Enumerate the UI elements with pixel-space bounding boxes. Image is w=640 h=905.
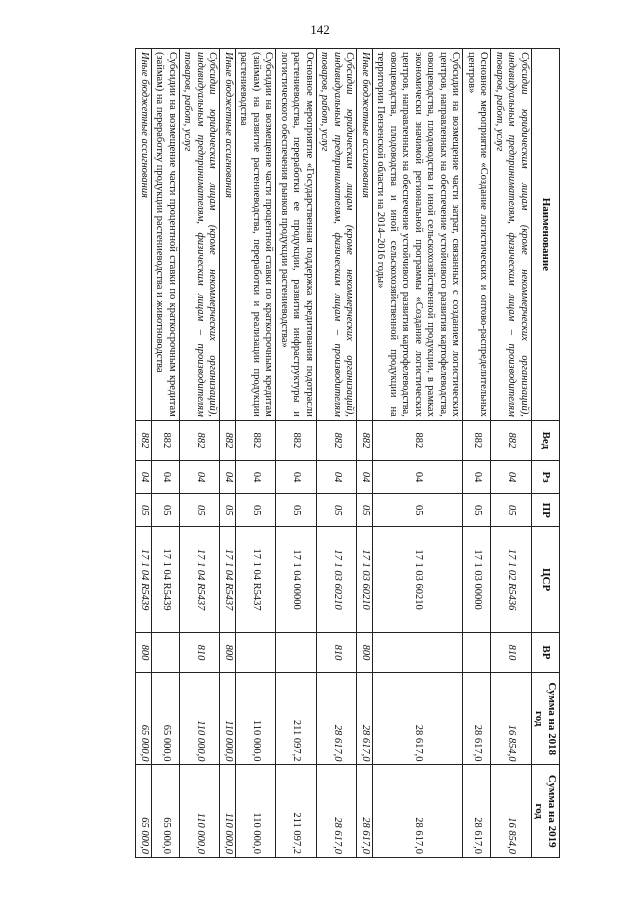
cell-sum-2019: 28 617,0 — [373, 765, 464, 858]
cell-sum-2018: 110 000,0 — [180, 673, 221, 765]
cell-sum-2019: 110 000,0 — [180, 765, 221, 858]
cell-rz: 04 — [491, 461, 532, 494]
cell-csr: 17 1 03 60210 — [317, 527, 358, 633]
cell-csr: 17 1 04 R5437 — [220, 527, 236, 633]
cell-vr — [236, 632, 277, 672]
cell-pr: 05 — [373, 494, 464, 527]
cell-csr: 17 1 04 R5437 — [236, 527, 277, 633]
header-pr: ПР — [532, 494, 560, 527]
cell-sum-2019: 110 000,0 — [236, 765, 277, 858]
cell-rz: 04 — [220, 461, 236, 494]
cell-sum-2018: 28 617,0 — [373, 673, 464, 765]
table-row — [276, 49, 317, 858]
header-ved: Вед — [532, 420, 560, 460]
cell-rz: 04 — [276, 461, 317, 494]
cell-sum-2018: 211 097,2 — [276, 673, 317, 765]
cell-sum-2018: 110 000,0 — [236, 673, 277, 765]
rotated-table-container — [80, 48, 560, 858]
table-row — [491, 49, 532, 858]
cell-sum-2019: 110 000,0 — [220, 765, 236, 858]
table-row — [236, 49, 277, 858]
cell-name: Субсидии юридическим лицам (кроме некоммерческих организаций), индивидуальным предпринимателям, физическим лицам – производителям товаров, работ, услуг — [180, 49, 221, 421]
cell-ved: 882 — [236, 420, 277, 460]
cell-vr: 810 — [317, 632, 358, 672]
cell-rz: 04 — [152, 461, 180, 494]
cell-ved: 882 — [180, 420, 221, 460]
table-row — [220, 49, 236, 858]
cell-ved: 882 — [373, 420, 464, 460]
cell-rz: 04 — [317, 461, 358, 494]
cell-pr: 05 — [463, 494, 491, 527]
cell-rz: 04 — [180, 461, 221, 494]
cell-csr: 17 1 03 60210 — [373, 527, 464, 633]
cell-rz: 04 — [136, 461, 152, 494]
table-row — [463, 49, 491, 858]
cell-ved: 882 — [317, 420, 358, 460]
cell-ved: 882 — [136, 420, 152, 460]
cell-pr: 05 — [236, 494, 277, 527]
cell-csr: 17 1 03 00000 — [463, 527, 491, 633]
table-body — [136, 49, 532, 858]
cell-sum-2019: 28 617,0 — [463, 765, 491, 858]
cell-vr — [276, 632, 317, 672]
cell-csr: 17 1 04 R5437 — [180, 527, 221, 633]
table-row — [373, 49, 464, 858]
cell-csr: 17 1 04 R5439 — [152, 527, 180, 633]
table-row — [180, 49, 221, 858]
cell-name: Основное мероприятие «Создание логистических и оптово-распределительных центров» — [463, 49, 491, 421]
header-name: Наименование — [532, 49, 560, 421]
cell-name: Субсидии юридическим лицам (кроме некоммерческих организаций), индивидуальным предпринимателям, физическим лицам – производителям товаров, работ, услуг — [491, 49, 532, 421]
table-header-row — [532, 49, 560, 858]
page-number: 142 — [310, 22, 330, 37]
cell-ved: 882 — [152, 420, 180, 460]
cell-csr: 17 1 04 R5439 — [136, 527, 152, 633]
table-row — [357, 49, 373, 858]
cell-sum-2018: 65 000,0 — [136, 673, 152, 765]
cell-pr: 05 — [136, 494, 152, 527]
cell-sum-2019: 28 617,0 — [317, 765, 358, 858]
cell-sum-2018: 28 617,0 — [463, 673, 491, 765]
cell-name: Субсидии на возмещение части затрат, связанных с созданием логистических центров, направленных на обеспечение устойчивого развития картофелеводства, овощеводства, плодоводства и иной сельскохозяйственной продукции, в рамках экономически значимой региональной программы «Создание логистических центров, направленных на обеспечение устойчивого развития картофелеводства, овощеводства, плодоводства и иной сельскохозяйственной продукции на территории Пензенской области на 2014–2016 годы» — [373, 49, 464, 421]
table-row — [317, 49, 358, 858]
header-rz: Рз — [532, 461, 560, 494]
header-vr: ВР — [532, 632, 560, 672]
cell-pr: 05 — [357, 494, 373, 527]
cell-vr: 800 — [357, 632, 373, 672]
cell-pr: 05 — [317, 494, 358, 527]
cell-sum-2018: 28 617,0 — [357, 673, 373, 765]
cell-sum-2018: 110 000,0 — [220, 673, 236, 765]
header-sum-2019: Сумма на 2019 год — [532, 765, 560, 858]
header-csr: ЦСР — [532, 527, 560, 633]
cell-name: Субсидии на возмещение части процентной ставки по краткосрочным кредитам (займам) на развитие растениеводства, переработки и реализации продукции растениеводства — [236, 49, 277, 421]
header-sum-2018: Сумма на 2018 год — [532, 673, 560, 765]
cell-csr: 17 1 02 R5436 — [491, 527, 532, 633]
cell-rz: 04 — [373, 461, 464, 494]
cell-ved: 882 — [357, 420, 373, 460]
cell-sum-2018: 16 854,0 — [491, 673, 532, 765]
cell-ved: 882 — [220, 420, 236, 460]
cell-pr: 05 — [180, 494, 221, 527]
cell-vr: 800 — [136, 632, 152, 672]
cell-sum-2019: 211 097,2 — [276, 765, 317, 858]
cell-rz: 04 — [463, 461, 491, 494]
cell-sum-2019: 28 617,0 — [357, 765, 373, 858]
cell-pr: 05 — [491, 494, 532, 527]
cell-sum-2019: 16 854,0 — [491, 765, 532, 858]
cell-vr: 810 — [491, 632, 532, 672]
cell-rz: 04 — [236, 461, 277, 494]
cell-name: Иные бюджетные ассигнования — [220, 49, 236, 421]
table-row — [136, 49, 152, 858]
cell-pr: 05 — [152, 494, 180, 527]
cell-vr: 800 — [220, 632, 236, 672]
cell-pr: 05 — [276, 494, 317, 527]
cell-csr: 17 1 04 00000 — [276, 527, 317, 633]
cell-name: Иные бюджетные ассигнования — [357, 49, 373, 421]
cell-sum-2018: 28 617,0 — [317, 673, 358, 765]
cell-vr — [463, 632, 491, 672]
cell-pr: 05 — [220, 494, 236, 527]
cell-csr: 17 1 03 60210 — [357, 527, 373, 633]
cell-ved: 882 — [463, 420, 491, 460]
table-row — [152, 49, 180, 858]
cell-vr — [373, 632, 464, 672]
cell-sum-2019: 65 000,0 — [136, 765, 152, 858]
cell-vr — [152, 632, 180, 672]
cell-name: Иные бюджетные ассигнования — [136, 49, 152, 421]
cell-name: Основное мероприятие «Государственная поддержка кредитования подотрасли растениеводства, переработки ее продукции, развития инфраструктуры и логистического обеспечения рынков продукции растениеводства» — [276, 49, 317, 421]
cell-ved: 882 — [491, 420, 532, 460]
cell-name: Субсидии юридическим лицам (кроме некоммерческих организаций), индивидуальным предпринимателям, физическим лицам – производителям товаров, работ, услуг — [317, 49, 358, 421]
cell-rz: 04 — [357, 461, 373, 494]
cell-sum-2018: 65 000,0 — [152, 673, 180, 765]
cell-vr: 810 — [180, 632, 221, 672]
budget-table — [136, 48, 561, 858]
cell-name: Субсидии на возмещение части процентной ставки по краткосрочным кредитам (займам) на переработку продукции растениеводства и животноводства — [152, 49, 180, 421]
cell-sum-2019: 65 000,0 — [152, 765, 180, 858]
cell-ved: 882 — [276, 420, 317, 460]
